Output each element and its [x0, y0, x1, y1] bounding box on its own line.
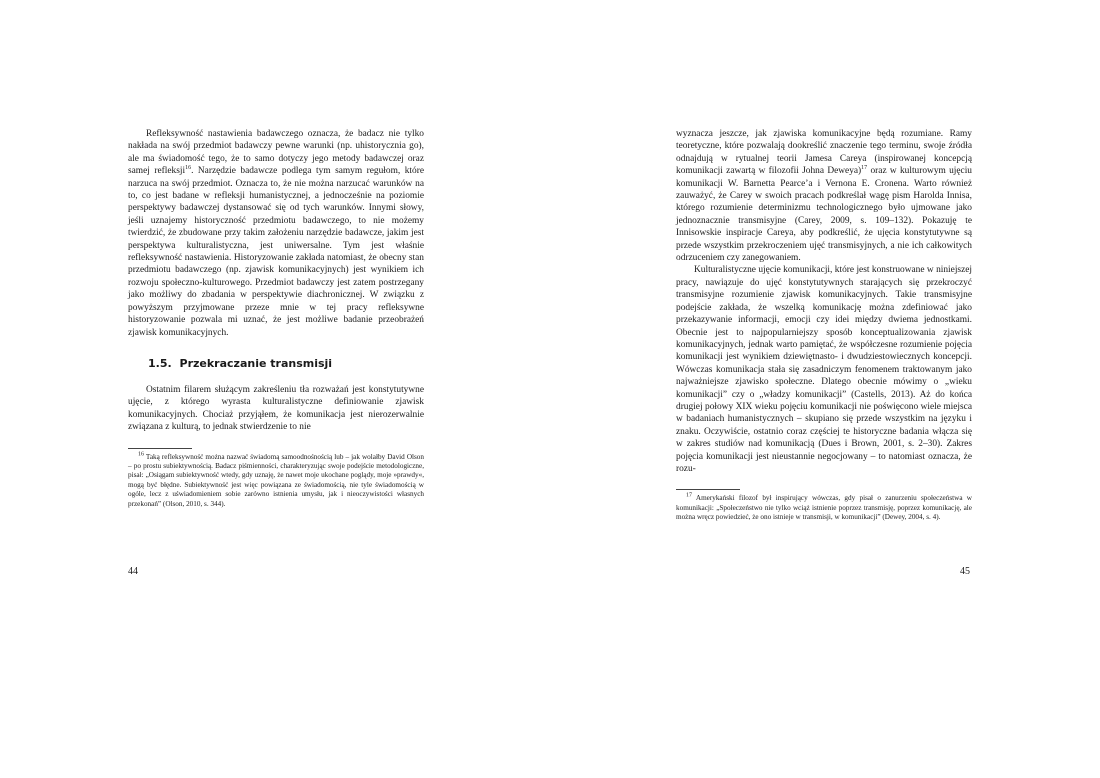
footnote-reference: 17 — [861, 165, 868, 172]
page-number-left: 44 — [128, 566, 138, 577]
page-number-right: 45 — [960, 566, 970, 577]
footnote-reference: 16 — [185, 165, 192, 172]
footnote-17 — [676, 494, 972, 522]
body-paragraph — [676, 264, 972, 475]
right-body — [676, 128, 972, 475]
left-page — [128, 128, 424, 509]
footnote-rule — [676, 489, 740, 490]
section-title: Przekraczanie transmisji — [179, 356, 333, 370]
section-heading — [148, 357, 424, 370]
body-paragraph — [128, 128, 424, 339]
body-paragraph — [128, 384, 424, 434]
footnote-16 — [128, 453, 424, 509]
left-body-before — [128, 128, 424, 339]
paragraph-text: Kulturalistyczne ujęcie komunikacji, które jest konstruowane w niniejszej pracy, nawiązuje do ujęć konstytutywnych starających się przekroczyć transmisyjne rozumienie zjawisk komunikacyjnych. Takie transmisyjne podejście zakłada, że wszelką komunikację można zdefiniować jako przekazywanie informacji, emocji czy idei między dwiema jednostkami. Obecnie jest to najpopularniejszy sposób konceptualizowania zjawisk komunikacyjnych, jednak warto pamiętać, że współczesne rozumienie pojęcia komunikacji jest wynikiem dziewiętnasto- i dwudziestowiecznych koncepcji. Wówczas komunikacja stała się zasadniczym fenomenem traktowanym jako najważniejsze zjawisko społeczne. Dlatego obecnie mówimy o „wieku komunikacji” czy o „władzy komunikacji” (Castells, 2013). Aż do końca drugiej połowy XIX wieku pojęciu komunikacji nie poświęcono wiele miejsca w badaniach humanistycznych – skupiano się przede wszystkim na języku i znaku. Oczywiście, ostatnio coraz częściej te historyczne badania włącza się w zakres studiów nad komunikacją (Dues i Brown, 2001, s. 2–30). Zakres pojęcia komunikacji jest nieustannie negocjowany – to natomiast oznacza, że rozu- — [676, 265, 972, 474]
body-paragraph — [676, 128, 972, 264]
footnote-rule — [128, 448, 192, 449]
footnote-16-number: 16 — [138, 451, 144, 458]
paragraph-text: Refleksywność nastawienia badawczego oznacza, że badacz nie tylko nakłada na swój przedmiot badawczy pewne warunki (np. uhistorycznia go), ale ma świadomość tego, że to samo dotyczy jego metody badawczej oraz samej refleksji — [128, 129, 424, 177]
paragraph-text: Ostatnim filarem służącym zakreśleniu tła rozważań jest konstytutywne ujęcie, z którego wyrasta kulturalistyczne definiowanie zjawisk komunikacyjnych. Chociaż przyjąłem, że komunikacja jest nierozerwalnie związana z kulturą, to jednak stwierdzenie to nie — [128, 384, 424, 433]
left-body-after — [128, 384, 424, 434]
paragraph-text: oraz w kulturowym ujęciu komunikacji W. Barnetta Pearce’a i Vernona E. Cronena. Warto również zauważyć, że Carey w swoich pracach podkreślał wagę pism Harolda Innisa, którego rozumienie determinizmu technologicznego było ujmowane jako jednoznacznie transmisyjne (Carey, 2009, s. 109–132). Pokazuję te Innisowskie inspiracje Careya, aby podkreślić, że ujęcia konstytutywne są przede wszystkim przekroczeniem ujęć transmisyjnych, a nie ich całkowitych odrzuceniem czy zanegowaniem. — [676, 166, 972, 264]
paragraph-text: wyznacza jeszcze, jak zjawiska komunikacyjne będą rozumiane. Ramy teoretyczne, które pozwalają dookreślić znaczenie tego terminu, swoje źródła odnajdują w rytualnej teorii Jamesa Careya (inspirowanej koncepcją komunikacji zawartą w filozofii Johna Deweya) — [676, 129, 972, 177]
footnote-17-number: 17 — [686, 492, 692, 499]
section-number: 1.5. — [148, 356, 172, 370]
right-page — [676, 128, 972, 523]
paragraph-text: . Narzędzie badawcze podlega tym samym regułom, które narzuca na swój przedmiot. Oznacza to, że nie można narzucać warunków na to, co jest badane w refleksji humanistycznej, a jednocześnie na poziomie perspektywy badawczej dystansować się od tych warunków. Innymi słowy, jeśli uznajemy historyczność przedmiotu badawczego, to nie możemy twierdzić, że zbudowane przy takim założeniu narzędzie badawcze, jakim jest perspektywa kulturalistyczna, jest uniwersalne. Tym jest właśnie refleksywność nastawienia. Historyzowanie zakłada natomiast, że obecny stan przedmiotu badawczego (np. zjawisk komunikacyjnych) jest wynikiem ich rozwoju społeczno-kulturowego. Przedmiot badawczy jest zatem postrzegany jako możliwy do zbadania w perspektywie diachronicznej. W związku z powyższym przyjmowane przeze mnie w tej pracy refleksywne historyzowanie pozwala mi uznać, że jest możliwe badanie przeobrażeń zjawisk komunikacyjnych. — [128, 166, 424, 338]
footnote-17-text: Amerykański filozof był inspirujący wówczas, gdy pisał o zanurzeniu społeczeństwa w komunikacji: „Społeczeństwo nie tylko wciąż istnienie poprzez transmisję, poprzez komunikację, ale można wręcz powiedzieć, że ono istnieje w transmisji, w komunikacji” (Dewey, 2004, s. 4). — [676, 494, 972, 522]
footnote-16-text: Taką refleksywność można nazwać świadomą samoodnośnością lub – jak wolałby David Olson – po prostu subiektywnością. Badacz piśmienności, charakteryzując swoje podejście metodologiczne, pisał: „Osiągam subiektywność wtedy, gdy uznaję, że nawet moje ukochane poglądy, moje »prawdy«, mogą być błędne. Subiektywność jest więc powiązana ze świadomością, nie tyle świadomością w ogóle, lecz z uświadomieniem sobie zarówno istnienia umysłu, jak i nieoczywistości własnych przekonań” (Olson, 2010, s. 344). — [128, 452, 424, 508]
